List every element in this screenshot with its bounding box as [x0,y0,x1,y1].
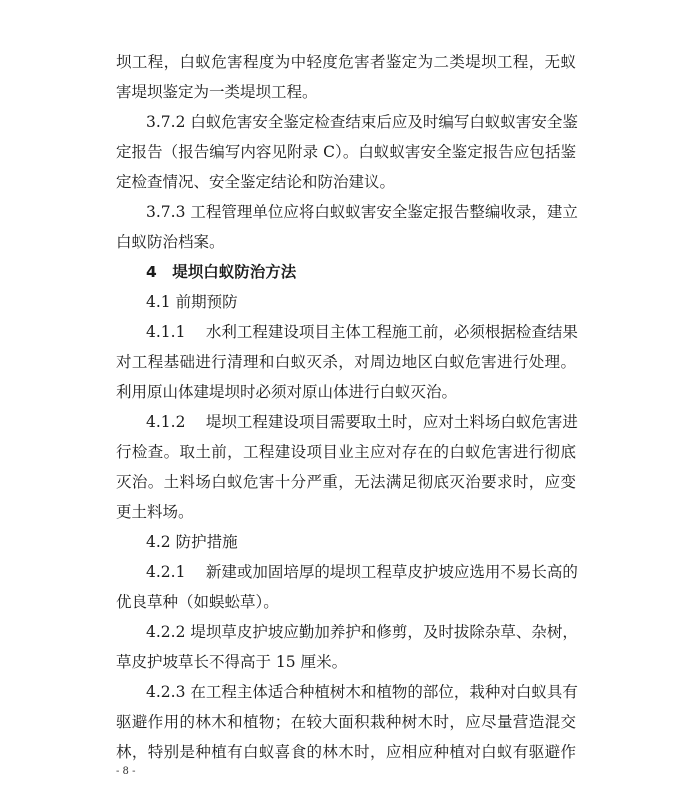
body-text-line: 驱避作用的林木和植物；在较大面积栽种树木时，应尽量营造混交 [116,713,576,731]
section-3-7-3-text: 3.7.3 工程管理单位应将白蚁蚁害安全鉴定报告整编收录，建立 [146,203,578,221]
body-text-line: 定检查情况、安全鉴定结论和防治建议。 [116,173,396,191]
section-4-1-heading: 4.1 前期预防 [146,293,238,311]
body-text-line: 更土料场。 [116,503,194,521]
section-4-2-1-text: 4.2.1 新建或加固培厚的堤坝工程草皮护坡应选用不易长高的 [146,563,578,581]
page-number: - 8 - [116,766,136,777]
section-3-7-2-text: 3.7.2 白蚁危害安全鉴定检查结束后应及时编写白蚁蚁害安全鉴 [146,113,578,131]
section-4-2-3-text: 4.2.3 在工程主体适合种植树木和植物的部位，栽种对白蚁具有 [146,683,578,701]
body-text-line: 白蚁防治档案。 [116,233,225,251]
section-4-1-1-text: 4.1.1 水利工程建设项目主体工程施工前，必须根据检查结果 [146,323,578,341]
body-text-line: 优良草种（如蜈蚣草）。 [116,593,279,611]
body-text-line: 行检查。取土前，工程建设项目业主应对存在的白蚁危害进行彻底 [116,443,576,461]
body-text-line: 草皮护坡草长不得高于 15 厘米。 [116,653,348,671]
body-text-line: 林，特别是种植有白蚁喜食的林木时，应相应种植对白蚁有驱避作 [116,743,576,761]
body-text-line: 灭治。土料场白蚁危害十分严重，无法满足彻底灭治要求时，应变 [116,473,576,491]
body-text-line: 定报告（报告编写内容见附录 C）。白蚁蚁害安全鉴定报告应包括鉴 [116,143,576,161]
body-text-line: 坝工程，白蚁危害程度为中轻度危害者鉴定为二类堤坝工程，无蚁 [116,53,576,71]
body-text-line: 利用原山体建堤坝时必须对原山体进行白蚁灭治。 [116,383,458,401]
body-text-line: 害堤坝鉴定为一类堤坝工程。 [116,83,318,101]
body-text-line: 对工程基础进行清理和白蚁灭杀，对周边地区白蚁危害进行处理。 [116,353,576,371]
section-4-2-heading: 4.2 防护措施 [146,533,238,551]
section-4-2-2-text: 4.2.2 堤坝草皮护坡应勤加养护和修剪，及时拔除杂草、杂树， [146,623,578,641]
section-4-1-2-text: 4.1.2 堤坝工程建设项目需要取土时，应对土料场白蚁危害进 [146,413,578,431]
chapter-4-heading: 4 堤坝白蚁防治方法 [146,263,297,281]
